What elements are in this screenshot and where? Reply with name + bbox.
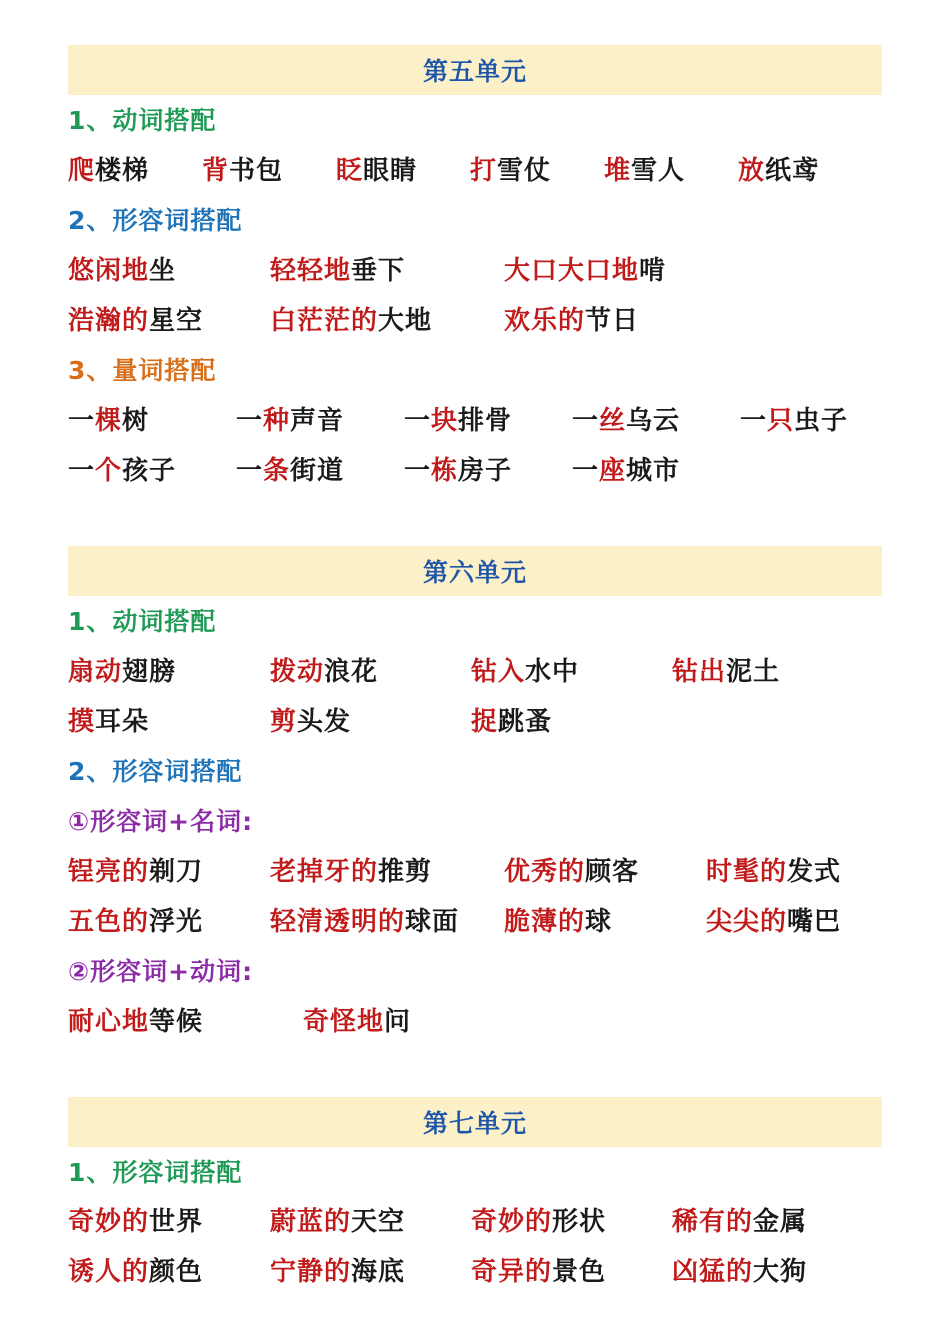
word-pair: 一座城市 bbox=[572, 456, 681, 486]
word-pair: 摸耳朵 bbox=[68, 707, 150, 737]
word-pair: 时髦的发式 bbox=[706, 857, 842, 887]
word-pair: 脆薄的球 bbox=[504, 907, 613, 937]
word-pair: 奇异的景色 bbox=[471, 1257, 607, 1287]
word-pair: 耐心地等候 bbox=[68, 1007, 204, 1037]
word-pair: 白茫茫的大地 bbox=[270, 306, 433, 336]
section-heading: 3、量词搭配 bbox=[68, 356, 217, 385]
word-pair: 悠闲地坐 bbox=[68, 256, 177, 286]
word-pair: 堆雪人 bbox=[604, 156, 686, 186]
unit-title: 第六单元 bbox=[68, 546, 882, 596]
section-heading: 1、动词搭配 bbox=[68, 106, 217, 135]
word-pair: 稀有的金属 bbox=[672, 1207, 808, 1237]
word-pair: 一丝乌云 bbox=[572, 406, 681, 436]
word-pair: 一棵树 bbox=[68, 406, 150, 436]
word-pair: 奇怪地问 bbox=[303, 1007, 412, 1037]
word-pair: 眨眼睛 bbox=[336, 156, 418, 186]
section-heading: 1、形容词搭配 bbox=[68, 1158, 243, 1187]
word-pair: 浩瀚的星空 bbox=[68, 306, 204, 336]
unit-title: 第七单元 bbox=[68, 1097, 882, 1147]
word-pair: 背书包 bbox=[202, 156, 284, 186]
word-pair: 钻入水中 bbox=[471, 657, 580, 687]
subsection-heading: ②形容词+动词: bbox=[68, 957, 254, 986]
word-pair: 锃亮的剃刀 bbox=[68, 857, 204, 887]
section-heading: 2、形容词搭配 bbox=[68, 206, 243, 235]
word-pair: 凶猛的大狗 bbox=[672, 1257, 808, 1287]
word-pair: 一栋房子 bbox=[404, 456, 513, 486]
word-pair: 宁静的海底 bbox=[270, 1257, 406, 1287]
word-pair: 尖尖的嘴巴 bbox=[706, 907, 842, 937]
word-pair: 优秀的顾客 bbox=[504, 857, 640, 887]
word-pair: 拨动浪花 bbox=[270, 657, 379, 687]
word-pair: 蔚蓝的天空 bbox=[270, 1207, 406, 1237]
word-pair: 捉跳蚤 bbox=[471, 707, 553, 737]
section-heading: 1、动词搭配 bbox=[68, 607, 217, 636]
word-pair: 欢乐的节日 bbox=[504, 306, 640, 336]
word-pair: 一条街道 bbox=[236, 456, 345, 486]
word-pair: 一块排骨 bbox=[404, 406, 513, 436]
word-pair: 老掉牙的推剪 bbox=[270, 857, 433, 887]
word-pair: 放纸鸢 bbox=[738, 156, 820, 186]
subsection-heading: ①形容词+名词: bbox=[68, 807, 254, 836]
word-pair: 一只虫子 bbox=[740, 406, 849, 436]
word-pair: 轻轻地垂下 bbox=[270, 256, 406, 286]
word-pair: 轻清透明的球面 bbox=[270, 907, 460, 937]
unit-title: 第五单元 bbox=[68, 45, 882, 95]
word-pair: 奇妙的世界 bbox=[68, 1207, 204, 1237]
word-pair: 钻出泥土 bbox=[672, 657, 781, 687]
word-pair: 奇妙的形状 bbox=[471, 1207, 607, 1237]
word-pair: 爬楼梯 bbox=[68, 156, 150, 186]
word-pair: 打雪仗 bbox=[470, 156, 552, 186]
word-pair: 五色的浮光 bbox=[68, 907, 204, 937]
word-pair: 剪头发 bbox=[270, 707, 352, 737]
word-pair: 一种声音 bbox=[236, 406, 345, 436]
word-pair: 一个孩子 bbox=[68, 456, 177, 486]
word-pair: 大口大口地啃 bbox=[504, 256, 667, 286]
word-pair: 扇动翅膀 bbox=[68, 657, 177, 687]
word-pair: 诱人的颜色 bbox=[68, 1257, 204, 1287]
section-heading: 2、形容词搭配 bbox=[68, 757, 243, 786]
